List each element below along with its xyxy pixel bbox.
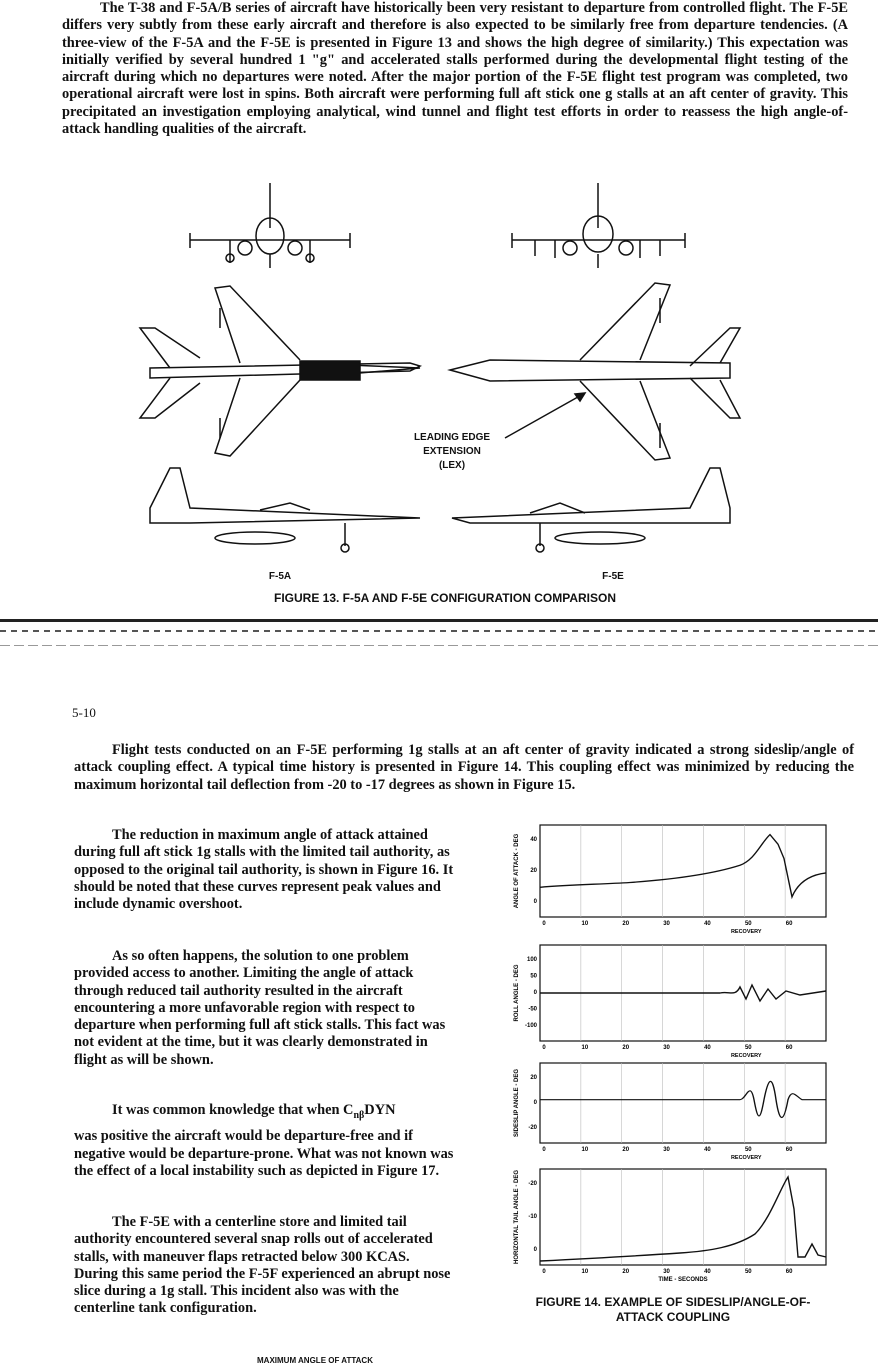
panel-xtick: 40 xyxy=(704,1147,711,1153)
panel-xtick: 50 xyxy=(744,921,752,927)
panel-frame xyxy=(540,825,826,917)
panel-xtick: 40 xyxy=(704,921,711,927)
time-axis-label: TIME - SECONDS xyxy=(658,1277,708,1283)
figure-14-caption-line-1: FIGURE 14. EXAMPLE OF SIDESLIP/ANGLE-OF- xyxy=(535,1295,811,1309)
flight-tests-paragraph: Flight tests conducted on an F-5E performing 1g stalls at an aft center of gravity indicated a strong sideslip/angle of attack coupling effect. A typical time history is presented in Figure 14. This coupling effect was minimized by reducing the maximum horizontal tail deflection from -20 to -17 degrees as shown in Figure 15. xyxy=(74,742,854,793)
figure-14-time-history xyxy=(508,823,833,1293)
f5a-side-view xyxy=(150,468,420,552)
recovery-label: RECOVERY xyxy=(730,1053,762,1059)
page-break-noise-2 xyxy=(0,645,878,646)
panel-xtick: 0 xyxy=(542,921,546,927)
panel-xtick: 30 xyxy=(663,921,670,927)
knowledge-text-c: was positive the aircraft would be departure-free and if negative would be departure-prone. What was not known was the effect of a local instability such as depicted in Figure 17. xyxy=(74,1128,454,1179)
intro-paragraph: The T-38 and F-5A/B series of aircraft have historically been very resistant to departure from controlled flight. The F-5E differs very subtly from these early aircraft and therefore is also expected to be similarly free from departure tendencies. (A three-view of the F-5A and the F-5E is presented in Figure 13 and shows the high degree of similarity.) This expectation was initially verified by several hundred 1 "g" and accelerated stalls performed during the developmental flight testing of the aircraft during which no departures were noted. After the major portion of the F-5E flight test program was completed, two operational aircraft were lost in spins. Both aircraft were performing full aft stick one g stalls at an aft center of gravity. This precipitated an investigation employing analytical, wind tunnel and flight test efforts in order to reassess the high angle-of-attack handling qualities of the aircraft. xyxy=(62,0,848,138)
f5e-front-view xyxy=(512,183,685,268)
panel-xtick: 0 xyxy=(542,1147,546,1153)
panel-ytick: 0 xyxy=(533,1100,537,1106)
solution-paragraph: As so often happens, the solution to one problem provided access to another. Limiting the angle of attack through reduced tail authority resulted in the aircraft encountering a more unfavorable region with respect to departure when performing full aft stick stalls. This fact was not evident at the time, but it was clearly demonstrated in flight as will be shown. xyxy=(74,948,446,1068)
panel-xtick: 10 xyxy=(581,1269,589,1275)
panel-curve xyxy=(540,985,826,1001)
panel-ytick: 0 xyxy=(533,990,537,996)
panel-ytick: -10 xyxy=(528,1214,537,1220)
panel-xtick: 40 xyxy=(704,1045,711,1051)
panel-curve xyxy=(540,835,826,897)
panel-ytick: 0 xyxy=(533,899,537,905)
panel-xtick: 10 xyxy=(581,1147,589,1153)
panel-xtick: 60 xyxy=(785,921,793,927)
page-break-band xyxy=(0,619,878,622)
panel-curve xyxy=(540,1081,826,1117)
panel-xtick: 0 xyxy=(542,1045,546,1051)
lex-label-line-3: (LEX) xyxy=(438,460,466,471)
reduction-paragraph: The reduction in maximum angle of attack attained during full aft stick 1g stalls with the limited tail authority, as opposed to the original tail authority, is shown in Figure 16. It should be noted that these curves represent peak values and include dynamic overshoot. xyxy=(74,827,454,913)
panel-xtick: 0 xyxy=(542,1269,546,1275)
panel-xtick: 40 xyxy=(704,1269,711,1275)
panel-frame xyxy=(540,1063,826,1143)
panel-xtick: 20 xyxy=(622,1045,630,1051)
panel-xtick: 30 xyxy=(663,1045,670,1051)
page-break-noise xyxy=(0,630,878,632)
panel-xtick: 30 xyxy=(663,1147,670,1153)
panel-curve xyxy=(540,1177,826,1261)
lex-label-line-2: EXTENSION xyxy=(423,446,481,457)
f5e-label: F-5E xyxy=(602,571,624,582)
panel-ytick: 40 xyxy=(530,837,537,843)
recovery-label: RECOVERY xyxy=(730,1155,762,1161)
panel-ytick: -100 xyxy=(524,1023,537,1029)
panel-ytick: -20 xyxy=(528,1125,537,1131)
panel-ylabel: ROLL ANGLE - DEG xyxy=(514,964,520,1022)
panel-xtick: 20 xyxy=(622,921,630,927)
panel-xtick: 50 xyxy=(744,1269,752,1275)
f5a-label: F-5A xyxy=(268,571,292,582)
panel-xtick: 50 xyxy=(744,1045,752,1051)
knowledge-subscript: nβ xyxy=(353,1110,365,1121)
panel-xtick: 60 xyxy=(785,1045,793,1051)
panel-xtick: 60 xyxy=(785,1147,793,1153)
panel-ylabel: SIDESLIP ANGLE - DEG xyxy=(514,1068,520,1138)
f5a-front-view xyxy=(190,183,350,268)
lex-pointer-arrow xyxy=(505,393,585,438)
panel-xtick: 10 xyxy=(581,1045,589,1051)
panel-ytick: -50 xyxy=(528,1006,537,1013)
panel-ytick: -20 xyxy=(528,1181,537,1187)
panel-ytick: 20 xyxy=(530,1075,537,1081)
panel-xtick: 20 xyxy=(622,1147,630,1153)
panel-ytick: 100 xyxy=(526,957,537,963)
knowledge-paragraph xyxy=(74,1102,456,1180)
panel-ytick: 20 xyxy=(530,868,537,874)
panel-xtick: 10 xyxy=(581,921,589,927)
knowledge-text-b: DYN xyxy=(364,1102,396,1118)
figure-13-caption: FIGURE 13. F-5A AND F-5E CONFIGURATION COMPARISON xyxy=(273,591,616,605)
panel-ylabel: HORIZONTAL TAIL ANGLE - DEG xyxy=(514,1170,520,1264)
lex-label-line-1: LEADING EDGE xyxy=(413,432,491,443)
f5e-paragraph: The F-5E with a centerline store and limited tail authority encountered several snap rolls out of accelerated stalls, with maneuver flaps retracted below 300 KCAS. During this same period the F-5F experienced an abrupt nose slice during a 1g stall. This incident also was with the centerline tank configuration. xyxy=(74,1214,451,1317)
panel-xtick: 20 xyxy=(622,1269,630,1275)
page-number: 5-10 xyxy=(72,705,96,720)
panel-frame xyxy=(540,1169,826,1265)
footer-fragment: MAXIMUM ANGLE OF ATTACK xyxy=(257,1356,373,1365)
recovery-label: RECOVERY xyxy=(730,929,762,935)
panel-xtick: 60 xyxy=(785,1269,793,1275)
figure-14-caption-line-2: ATTACK COUPLING xyxy=(615,1310,731,1324)
panel-ylabel: ANGLE OF ATTACK - DEG xyxy=(514,833,520,909)
figure-13-three-view-drawing xyxy=(130,178,750,578)
f5a-top-view xyxy=(140,286,420,456)
panel-xtick: 30 xyxy=(663,1269,670,1275)
panel-xtick: 50 xyxy=(744,1147,752,1153)
knowledge-text-a: It was common knowledge that when C xyxy=(112,1102,354,1118)
f5e-side-view xyxy=(452,468,730,552)
panel-ytick: 0 xyxy=(533,1247,537,1253)
panel-ytick: 50 xyxy=(530,973,537,980)
